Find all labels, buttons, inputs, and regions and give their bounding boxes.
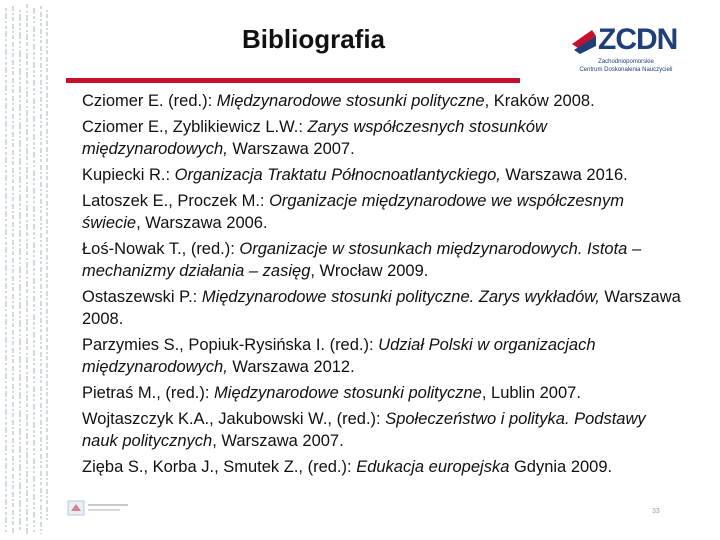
bibliography-entry — [82, 116, 682, 160]
entry-publication: Warszawa 2016. — [500, 166, 628, 184]
logo-line-2: Centrum Doskonalenia Nauczycieli — [579, 67, 673, 73]
bibliography-entry — [82, 190, 682, 234]
bibliography-list — [82, 90, 682, 482]
entry-title: Edukacja europejska — [356, 458, 510, 476]
entry-publication: Warszawa 2007. — [227, 140, 355, 158]
entry-publication: , Warszawa 2007. — [212, 432, 344, 450]
page-number: 33 — [652, 508, 660, 515]
bibliography-entry — [82, 238, 682, 282]
entry-authors: Łoś-Nowak T., (red.): — [82, 240, 240, 258]
eu-funds-logo — [66, 497, 186, 521]
entry-authors: Kupiecki R.: — [82, 166, 175, 184]
entry-publication: , Kraków 2008. — [484, 92, 595, 110]
entry-publication: , Warszawa 2006. — [136, 214, 268, 232]
entry-publication: , Lublin 2007. — [481, 384, 581, 402]
entry-title: Organizacje międzynarodowe we współczesnym świecie — [82, 192, 624, 232]
bibliography-entry — [82, 286, 682, 330]
entry-title: Międzynarodowe stosunki polityczne — [214, 384, 482, 402]
zcdn-logo — [570, 24, 682, 76]
bibliography-entry — [82, 408, 682, 452]
entry-title: Międzynarodowe stosunki polityczne. Zarys wykładów, — [201, 288, 600, 306]
entry-title: Społeczeństwo i polityka. Podstawy nauk politycznych — [82, 410, 646, 450]
entry-title: Zarys współczesnych stosunków międzynarodowych, — [82, 118, 547, 158]
entry-publication: , Wrocław 2009. — [310, 262, 429, 280]
bibliography-entry — [82, 456, 682, 478]
entry-authors: Parzymies S., Popiuk-Rysińska I. (red.): — [82, 336, 379, 354]
entry-authors: Pietraś M., (red.): — [82, 384, 215, 402]
bibliography-entry — [82, 334, 682, 378]
entry-publication: Warszawa 2012. — [227, 358, 355, 376]
entry-authors: Zięba S., Korba J., Smutek Z., (red.): — [82, 458, 357, 476]
entry-publication: Warszawa 2008. — [82, 288, 681, 328]
entry-publication: Gdynia 2009. — [509, 458, 613, 476]
slide-title: Bibliografia — [242, 24, 386, 54]
bibliography-entry — [82, 90, 682, 112]
entry-authors: Latoszek E., Proczek M.: — [82, 192, 270, 210]
entry-authors: Wojtaszczyk K.A., Jakubowski W., (red.): — [82, 410, 386, 428]
handwriting-margin-decoration — [0, 0, 52, 540]
bibliography-entry — [82, 164, 682, 186]
entry-title: Organizacja Traktatu Północnoatlantyckiego, — [174, 166, 501, 184]
logo-line-1: Zachodniopomorskie — [598, 59, 654, 65]
entry-authors: Cziomer E. (red.): — [82, 92, 217, 110]
title-underline — [66, 78, 520, 83]
entry-authors: Cziomer E., Zyblikiewicz L.W.: — [82, 118, 308, 136]
entry-title: Międzynarodowe stosunki polityczne — [216, 92, 485, 110]
entry-authors: Ostaszewski P.: — [82, 288, 202, 306]
entry-title: Organizacje w stosunkach międzynarodowych. Istota – mechanizmy działania – zasięg — [82, 240, 642, 280]
entry-title: Udział Polski w organizacjach międzynarodowych, — [82, 336, 596, 376]
bibliography-entry — [82, 382, 682, 404]
logo-brand-text: ZCDN — [598, 23, 678, 56]
